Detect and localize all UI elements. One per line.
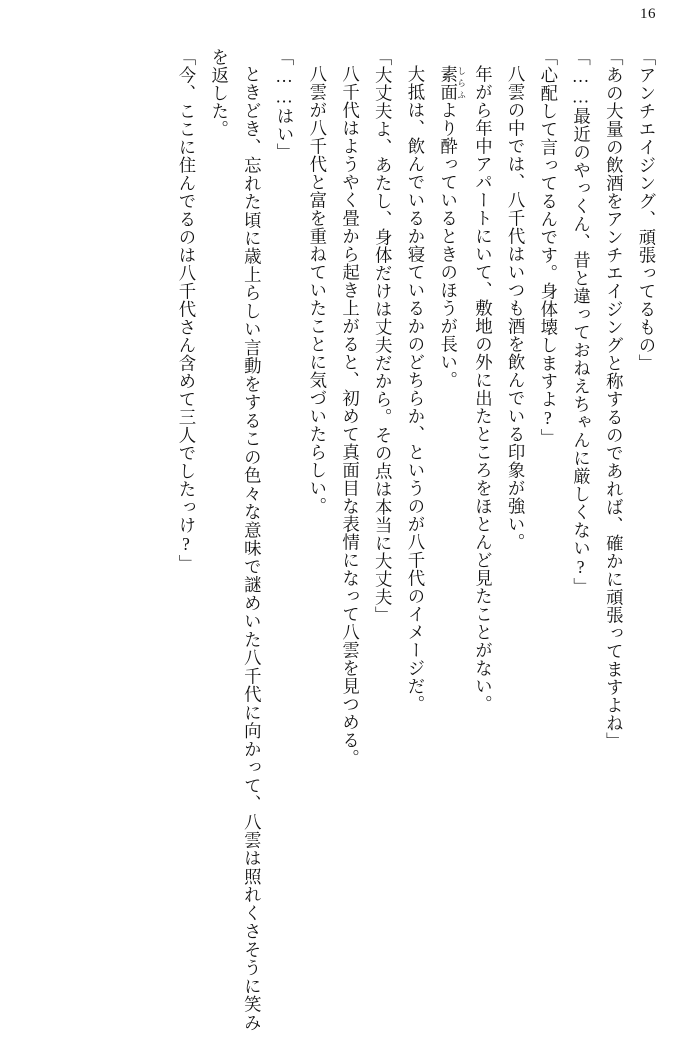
paragraph: 「大丈夫よ、あたし、身体だけは丈夫だから。その点は本当に大丈夫」	[372, 48, 393, 624]
paragraph: 八雲が八千代と富を重ねていたことに気づいたらしい。	[306, 65, 327, 516]
paragraph: 「あの大量の飲酒をアンチエイジングと称するのであれば、確かに頑張ってますよね」	[603, 48, 624, 750]
page-text-body	[26, 48, 662, 1032]
paragraph: ときどき、忘れた頃に歳上らしい言動をするこの色々な意味で謎めいた八千代に向かって、八雲は照れくさそうに笑みを返した。	[208, 48, 262, 1032]
paragraph indent: 「……最近のやっくん、昔と違っておねえちゃんに厳しくない?」	[570, 48, 591, 596]
paragraph: 年がら年中アパートにいて、敷地の外に出たところをほとんど見たことがない。	[472, 65, 493, 714]
paragraph: 八雲の中では、八千代はいつも酒を飲んでいる印象が強い。	[505, 65, 526, 552]
paragraph: 「心配して言ってるんです。身体壊しますよ?」	[537, 48, 558, 447]
paragraph: 「今、ここに住んでるのは八千代さん含めて三人でしたっけ?」	[175, 48, 196, 573]
paragraph: 八千代はようやく畳から起き上がると、初めて真面目な表情になって八雲を見つめる。	[339, 65, 360, 768]
paragraph: 「アンチエイジング、頑張ってるもの」	[636, 48, 656, 372]
ruby-annotation: 素面 しらふ	[437, 65, 466, 102]
paragraph: 「……はい」	[274, 48, 295, 162]
paragraph-with-ruby: 素面 しらふより酔っているときのほうが長い。	[437, 65, 466, 390]
page-number: 16	[640, 6, 656, 22]
paragraph: 大抵は、飲んでいるか寝ているかのどちらか、というのが八千代のイメージだ。	[404, 65, 425, 714]
